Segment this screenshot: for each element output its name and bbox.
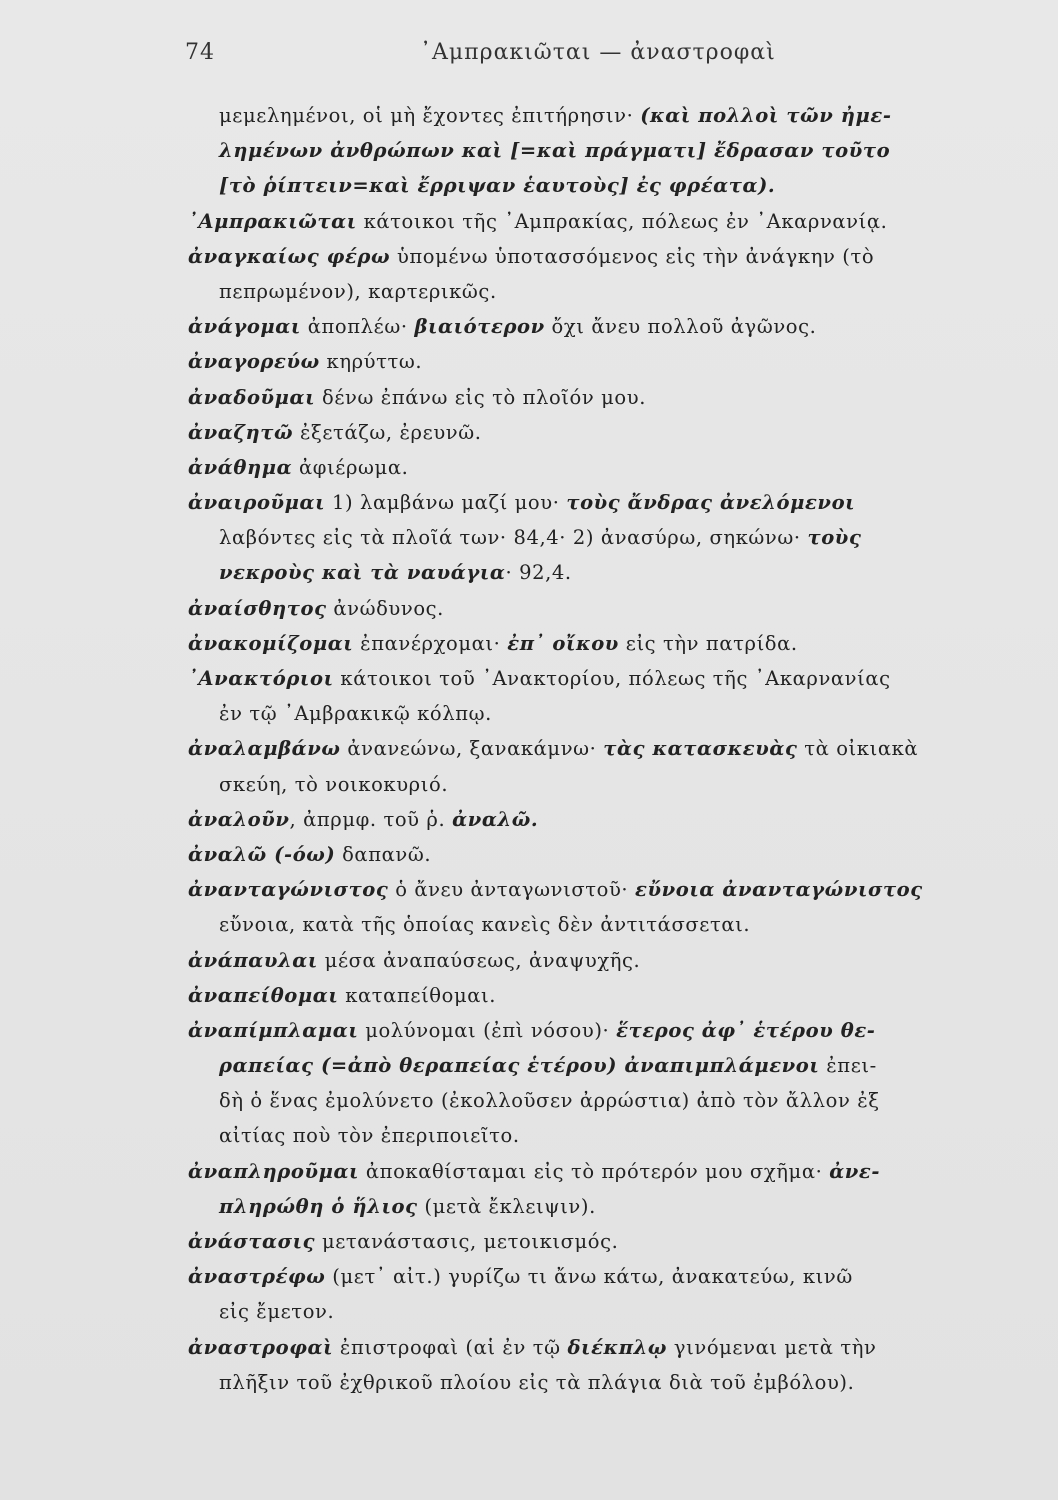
headword-text: ἀναίσθητος bbox=[188, 596, 327, 620]
entry-line bbox=[188, 872, 1048, 907]
headword-text: ἀναγκαίως φέρω bbox=[188, 244, 391, 268]
definition-text: μετανάστασις, μετοικισμός. bbox=[315, 1230, 619, 1253]
entry-continuation-line bbox=[188, 907, 1048, 942]
entry-continuation-line bbox=[188, 696, 1048, 731]
definition-text: ὁ ἄνευ ἀνταγωνιστοῦ· bbox=[388, 878, 636, 902]
definition-text: εἰς τὴν πατρίδα. bbox=[618, 631, 798, 655]
entry-continuation-line bbox=[188, 767, 1048, 802]
glossary-entries bbox=[188, 98, 1048, 1400]
headword-text: ᾿Αμπρακιῶται bbox=[188, 209, 357, 233]
headword-text: τὰς κατασκευὰς bbox=[603, 737, 798, 761]
headword-text: τοὺς bbox=[807, 526, 862, 550]
definition-text: ἀφιέρωμα. bbox=[292, 455, 409, 479]
headword-text: ἀνε- bbox=[829, 1159, 881, 1183]
headword-text: τοὺς ἄνδρας ἀνελόμενοι bbox=[566, 491, 856, 515]
entry-line bbox=[188, 943, 1048, 978]
entry-line bbox=[188, 1154, 1048, 1189]
entry-line bbox=[188, 1224, 1048, 1259]
entry-line bbox=[188, 591, 1048, 626]
entry-line bbox=[188, 344, 1048, 379]
entry-line bbox=[188, 661, 1048, 696]
definition-text: ἐπει- bbox=[819, 1054, 877, 1078]
definition-text: πεπρωμένον), καρτερικῶς. bbox=[219, 279, 497, 303]
definition-text: κάτοικοι τοῦ ᾿Ανακτορίου, πόλεως τῆς ᾿Ακαρνανίας bbox=[333, 667, 891, 690]
definition-text: δένω ἐπάνω εἰς τὸ πλοῖόν μου. bbox=[315, 385, 647, 409]
headword-text: ἀναλῶ. bbox=[452, 807, 539, 831]
entry-line bbox=[188, 978, 1048, 1013]
entry-continuation-line bbox=[188, 555, 1048, 590]
page-number: 74 bbox=[185, 40, 215, 65]
entry-line bbox=[188, 802, 1048, 837]
entry-continuation-line bbox=[188, 1294, 1048, 1329]
entry-continuation-line bbox=[188, 98, 1048, 133]
entry-continuation-line bbox=[188, 1083, 1048, 1118]
headword-text: ἀνάστασις bbox=[188, 1230, 316, 1253]
headword-text: βιαιότερον bbox=[414, 315, 545, 339]
headword-text: ραπείας (=ἀπὸ θεραπείας ἑτέρου) ἀναπιμπλάμενοι bbox=[219, 1054, 820, 1078]
headword-text: ἀνάπαυλαι bbox=[188, 948, 318, 972]
headword-text: λημένων ἀνθρώπων καὶ [=καὶ πράγματι] ἔδρασαν τοῦτο bbox=[219, 139, 891, 163]
entry-line bbox=[188, 1259, 1048, 1294]
definition-text: εὔνοια, κατὰ τῆς ὁποίας κανεὶς δὲν ἀντιτάσσεται. bbox=[219, 913, 751, 937]
page-header bbox=[185, 40, 1025, 74]
definition-text: (μετ᾿ αἰτ.) γυρίζω τι ἄνω κάτω, ἀνακατεύω, κινῶ bbox=[325, 1265, 853, 1289]
entry-continuation-line bbox=[188, 1189, 1048, 1224]
entry-line bbox=[188, 1013, 1048, 1048]
definition-text: ὄχι ἄνευ πολλοῦ ἀγῶνος. bbox=[544, 315, 817, 339]
definition-text: μεμελημένοι, οἱ μὴ ἔχοντες ἐπιτήρησιν· bbox=[219, 104, 641, 127]
definition-text: 1) λαμβάνω μαζί μου· bbox=[325, 491, 567, 515]
entry-continuation-line bbox=[188, 133, 1048, 168]
headword-text: νεκροὺς καὶ τὰ ναυάγια bbox=[219, 561, 506, 585]
definition-text: κηρύττω. bbox=[319, 350, 423, 374]
entry-line bbox=[188, 626, 1048, 661]
definition-text: ὑπομένω ὑποτασσόμενος εἰς τὴν ἀνάγκην (τὸ bbox=[390, 244, 875, 268]
headword-text: ἐπ᾿ οἴκου bbox=[507, 631, 619, 655]
entry-line bbox=[188, 204, 1048, 239]
definition-text: ἐπιστροφαὶ (αἱ ἐν τῷ bbox=[333, 1335, 568, 1359]
definition-text: αἰτίας ποὺ τὸν ἐπεριποιεῖτο. bbox=[219, 1124, 520, 1148]
definition-text: καταπείθομαι. bbox=[338, 983, 497, 1007]
entry-line bbox=[188, 731, 1048, 766]
headword-text: ἀναγορεύω bbox=[188, 350, 320, 374]
headword-text: πληρώθη ὁ ἥλιος bbox=[219, 1194, 418, 1218]
entry-continuation-line bbox=[188, 1048, 1048, 1083]
headword-text: ἀναζητῶ bbox=[188, 420, 294, 444]
definition-text: ἐξετάζω, ἐρευνῶ. bbox=[293, 420, 482, 444]
definition-text: ἀποκαθίσταμαι εἰς τὸ πρότερόν μου σχῆμα· bbox=[359, 1159, 830, 1183]
headword-text: ἀναλῶ (-όω) bbox=[188, 842, 336, 866]
headword-text: ἀναστρέφω bbox=[188, 1265, 326, 1289]
running-title: ᾿Αμπρακιῶται — ἀναστροφαὶ bbox=[420, 40, 776, 65]
definition-text: ἐπανέρχομαι· bbox=[353, 631, 508, 655]
entry-continuation-line bbox=[188, 520, 1048, 555]
definition-text: μέσα ἀναπαύσεως, ἀναψυχῆς. bbox=[317, 948, 641, 972]
headword-text: ἀνάθημα bbox=[188, 455, 293, 479]
definition-text: μολύνομαι (ἐπὶ νόσου)· bbox=[358, 1018, 617, 1042]
entry-continuation-line bbox=[188, 168, 1048, 203]
headword-text: ἀναδοῦμαι bbox=[188, 385, 316, 409]
headword-text: διέκπλῳ bbox=[567, 1335, 668, 1359]
definition-text: εἰς ἔμετον. bbox=[219, 1300, 335, 1324]
definition-text: σκεύη, τὸ νοικοκυριό. bbox=[219, 772, 449, 796]
definition-text: λαβόντες εἰς τὰ πλοῖά των· 84,4· 2) ἀνασύρω, σηκώνω· bbox=[219, 526, 808, 550]
entry-line bbox=[188, 309, 1048, 344]
headword-text: [τὸ ῥίπτειν=καὶ ἔρριψαν ἑαυτοὺς] ἐς φρέατα). bbox=[219, 174, 776, 198]
definition-text: (μετὰ ἔκλειψιν). bbox=[417, 1194, 596, 1218]
definition-text: ἀνανεώνω, ξανακάμνω· bbox=[340, 737, 604, 761]
headword-text: ἀνανταγώνιστος bbox=[188, 878, 389, 902]
definition-text: γινόμεναι μετὰ τὴν bbox=[667, 1335, 877, 1359]
definition-text: · 92,4. bbox=[505, 561, 572, 585]
definition-text: , ἀπρμφ. τοῦ ῥ. bbox=[289, 807, 453, 831]
entry-line bbox=[188, 415, 1048, 450]
entry-continuation-line bbox=[188, 1118, 1048, 1153]
definition-text: κάτοικοι τῆς ᾿Αμπρακίας, πόλεως ἐν ᾿Ακαρνανίᾳ. bbox=[356, 209, 888, 233]
definition-text: ἀποπλέω· bbox=[300, 315, 415, 339]
definition-text: ἐν τῷ ᾿Αμβρακικῷ κόλπῳ. bbox=[219, 702, 492, 726]
headword-text: ἀναπληροῦμαι bbox=[188, 1159, 360, 1183]
definition-text: τὰ οἰκιακὰ bbox=[797, 737, 919, 761]
headword-text: ἕτερος ἀφ᾿ ἑτέρου θε- bbox=[616, 1018, 876, 1042]
headword-text: ἀναπείθομαι bbox=[188, 983, 339, 1007]
entry-line bbox=[188, 837, 1048, 872]
headword-text: εὔνοια ἀνανταγώνιστος bbox=[635, 878, 923, 902]
headword-text: ἀναλαμβάνω bbox=[188, 737, 341, 761]
headword-text: ἀναλοῦν bbox=[188, 807, 290, 831]
headword-text: ἀναστροφαὶ bbox=[188, 1335, 334, 1359]
entry-continuation-line bbox=[188, 1365, 1048, 1400]
headword-text: ἀνάγομαι bbox=[188, 315, 301, 339]
definition-text: δαπανῶ. bbox=[335, 842, 432, 866]
headword-text: ἀναιροῦμαι bbox=[188, 491, 326, 515]
entry-line bbox=[188, 485, 1048, 520]
headword-text: ἀνακομίζομαι bbox=[188, 631, 354, 655]
definition-text: δὴ ὁ ἕνας ἐμολύνετο (ἐκολλοῦσεν ἀρρώστια) ἀπὸ τὸν ἄλλον ἐξ bbox=[219, 1089, 880, 1113]
entry-continuation-line bbox=[188, 274, 1048, 309]
headword-text: (καὶ πολλοὶ τῶν ἠμε- bbox=[640, 104, 892, 127]
headword-text: ᾿Ανακτόριοι bbox=[188, 667, 334, 690]
entry-line bbox=[188, 450, 1048, 485]
entry-line bbox=[188, 1330, 1048, 1365]
definition-text: πλῆξιν τοῦ ἐχθρικοῦ πλοίου εἰς τὰ πλάγια διὰ τοῦ ἐμβόλου). bbox=[219, 1370, 855, 1394]
entry-line bbox=[188, 239, 1048, 274]
entry-line bbox=[188, 380, 1048, 415]
headword-text: ἀναπίμπλαμαι bbox=[188, 1018, 359, 1042]
definition-text: ἀνώδυνος. bbox=[326, 596, 444, 620]
